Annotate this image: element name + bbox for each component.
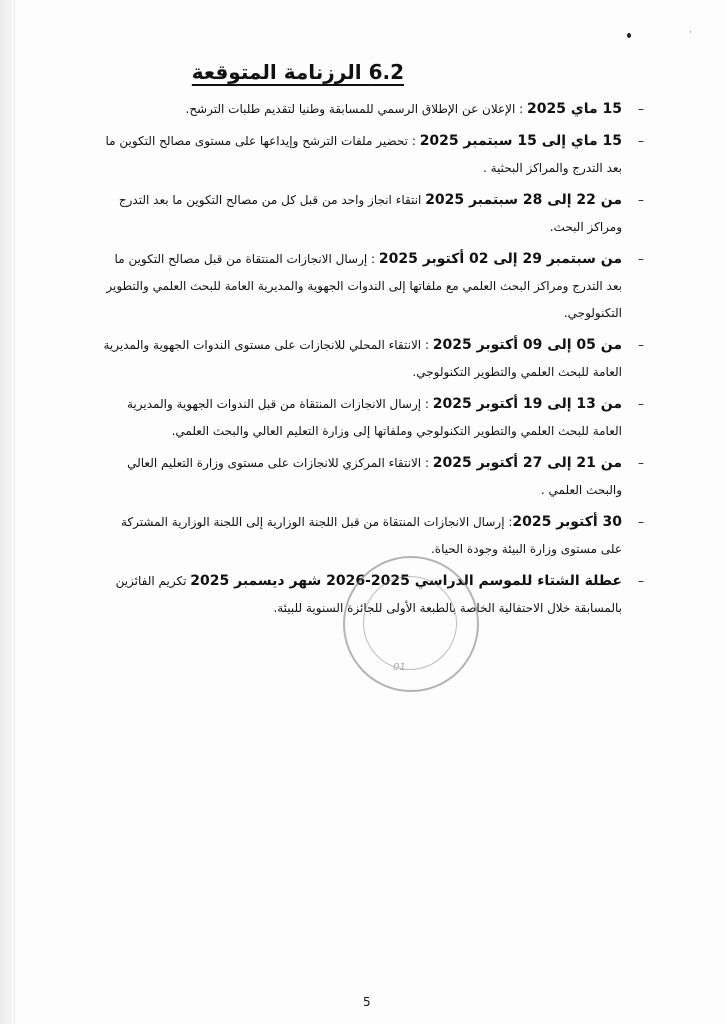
scan-edge bbox=[0, 0, 15, 1024]
schedule-text: تكريم الفائزين بالمسابقة خلال الاحتفالية الخاصة بالطبعة الأولى للجائزة السنوية للبيئة. bbox=[115, 574, 622, 615]
schedule-text: : إرسال الانجازات المنتقاة من قبل الندوات الجهوية والمديرية العامة للبحث العلمي والتطوير التكنولوجي وملفاتها إلى وزارة التعليم العالي والبحث العلمي. bbox=[126, 397, 622, 438]
schedule-text: : الإعلان عن الإطلاق الرسمي للمسابقة وطنيا لتقديم طلبات الترشح. bbox=[185, 102, 528, 116]
dash-bullet: – bbox=[638, 193, 644, 207]
schedule-text: : الانتقاء المحلي للانجازات على مستوى الندوات الجهوية والمديرية العامة للبحث العلمي والتطوير التكنولوجي. bbox=[103, 338, 622, 379]
dash-bullet: – bbox=[638, 456, 644, 470]
schedule-date: من سبتمبر 29 إلى 02 أكتوبر 2025 bbox=[378, 251, 622, 267]
schedule-date: من 05 إلى 09 أكتوبر 2025 bbox=[432, 337, 622, 353]
dash-bullet: – bbox=[638, 102, 644, 116]
schedule-item bbox=[102, 128, 644, 182]
schedule-text: : تحضير ملفات الترشح وإيداعها على مستوى مصالح التكوين ما بعد التدرج والمراكز البحثية . bbox=[105, 134, 622, 175]
schedule-item bbox=[102, 187, 644, 241]
schedule-date: من 21 إلى 27 أكتوبر 2025 bbox=[432, 455, 622, 471]
dash-bullet: – bbox=[638, 574, 644, 588]
section-title: 6.2 الرزنامة المتوقعة bbox=[191, 60, 404, 84]
corner-mark: ' bbox=[689, 30, 692, 40]
schedule-text: : إرسال الانجازات المنتقاة من قبل مصالح التكوين ما بعد التدرج ومراكز البحث العلمي مع ملفاتها إلى الندوات الجهوية والمديرية العامة للبحث العلمي والتطوير التكنولوجي. bbox=[106, 252, 622, 320]
schedule-text: انتقاء انجاز واحد من قبل كل من مصالح التكوين ما بعد التدرج ومراكز البحث. bbox=[118, 193, 622, 234]
schedule-item bbox=[102, 332, 644, 386]
schedule-item bbox=[102, 246, 644, 327]
dash-bullet: – bbox=[638, 134, 644, 148]
schedule-item bbox=[102, 509, 644, 563]
official-stamp bbox=[343, 556, 479, 692]
schedule-date: عطلة الشتاء للموسم الدراسي 2025-2026 شهر ديسمبر 2025 bbox=[190, 573, 622, 589]
stamp-inner-ring bbox=[363, 576, 457, 670]
schedule-text: : الانتقاء المركزي للانجازات على مستوى وزارة التعليم العالي والبحث العلمي . bbox=[127, 456, 622, 497]
schedule-item bbox=[102, 96, 644, 123]
schedule-text: : إرسال الانجازات المنتقاة من قبل اللجنة الوزارية إلى اللجنة الوزارية المشتركة على مستوى وزارة البيئة وجودة الحياة. bbox=[120, 515, 622, 556]
dash-bullet: – bbox=[638, 252, 644, 266]
scan-dot bbox=[627, 33, 631, 38]
schedule-item bbox=[102, 450, 644, 504]
schedule-date: 15 ماي إلى 15 سبتمبر 2025 bbox=[419, 133, 622, 149]
dash-bullet: – bbox=[638, 397, 644, 411]
schedule-date: من 13 إلى 19 أكتوبر 2025 bbox=[432, 396, 622, 412]
dash-bullet: – bbox=[638, 515, 644, 529]
dash-bullet: – bbox=[638, 338, 644, 352]
schedule-date: 30 أكتوبر 2025 bbox=[512, 514, 622, 530]
schedule-date: 15 ماي 2025 bbox=[527, 101, 622, 117]
schedule-date: من 22 إلى 28 سبتمبر 2025 bbox=[425, 192, 622, 208]
stamp-number: 01 bbox=[393, 662, 406, 673]
schedule-item bbox=[102, 391, 644, 445]
page-number: 5 bbox=[363, 995, 371, 1009]
schedule-list bbox=[102, 96, 644, 627]
